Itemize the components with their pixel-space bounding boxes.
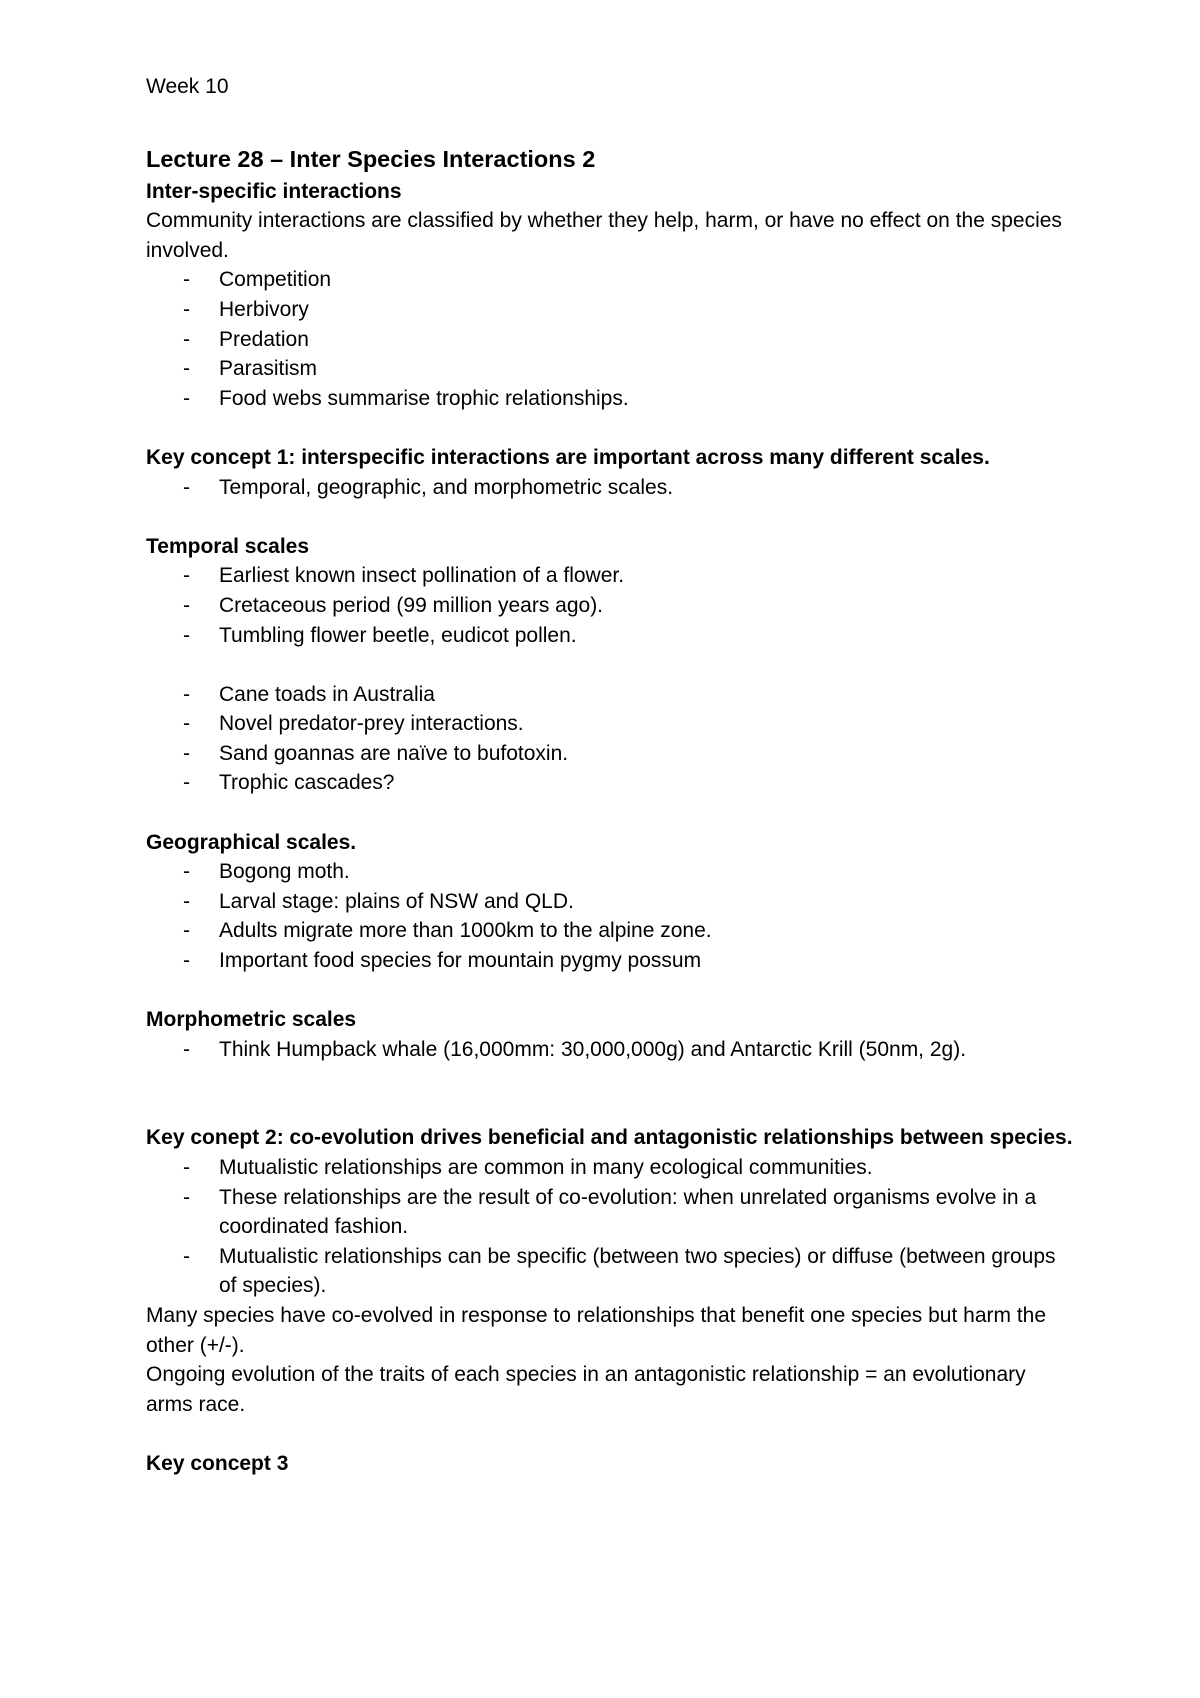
list-item (183, 1183, 1076, 1242)
list-item-text: Adults migrate more than 1000km to the alpine zone. (219, 919, 712, 943)
dash-bullet: - (183, 564, 190, 588)
geographical-list (146, 857, 1076, 975)
geographical-heading: Geographical scales. (146, 830, 357, 854)
spacer (146, 1064, 1076, 1123)
list-item-text: Mutualistic relationships can be specific (between two species) or diffuse (between groups of species). (219, 1244, 1056, 1298)
list-item (183, 739, 1076, 769)
list-item (183, 857, 1076, 887)
list-item-text: Temporal, geographic, and morphometric scales. (219, 475, 674, 499)
spacer (146, 1419, 1076, 1449)
geographical-section (146, 828, 1076, 976)
intro-list (146, 265, 1076, 413)
morphometric-heading: Morphometric scales (146, 1008, 357, 1032)
list-item (183, 265, 1076, 295)
dash-bullet: - (183, 682, 190, 706)
list-item-text: Cane toads in Australia (219, 682, 435, 706)
key-concept-2-list (146, 1153, 1076, 1301)
list-item (183, 1035, 1076, 1065)
temporal-list-b (146, 680, 1076, 798)
list-item-text: Cretaceous period (99 million years ago). (219, 593, 604, 617)
list-item-text: Novel predator-prey interactions. (219, 712, 524, 736)
list-item (183, 561, 1076, 591)
list-item-text: Parasitism (219, 357, 318, 381)
list-item-text: Competition (219, 268, 332, 292)
list-item-text: Herbivory (219, 297, 309, 321)
list-item-text: These relationships are the result of co-evolution: when unrelated organisms evolve in a coordinated fashion. (219, 1185, 1037, 1239)
dash-bullet: - (183, 386, 190, 410)
spacer (146, 413, 1076, 443)
list-item (183, 768, 1076, 798)
list-item-text: Larval stage: plains of NSW and QLD. (219, 889, 574, 913)
dash-bullet: - (183, 593, 190, 617)
key-concept-1-heading: Key concept 1: interspecific interactions are important across many different scales. (146, 445, 990, 469)
list-item (183, 473, 1076, 503)
dash-bullet: - (183, 297, 190, 321)
key-concept-2-section (146, 1123, 1076, 1419)
key-concept-1-list (146, 473, 1076, 503)
key-concept-2-heading: Key conept 2: co-evolution drives beneficial and antagonistic relationships between species. (146, 1126, 1073, 1150)
dash-bullet: - (183, 327, 190, 351)
dash-bullet: - (183, 949, 190, 973)
key-concept-1-section (146, 443, 1076, 502)
intro-heading: Inter-specific interactions (146, 179, 402, 203)
dash-bullet: - (183, 1244, 190, 1268)
key-concept-3-section (146, 1449, 1076, 1479)
spacer (146, 650, 1076, 680)
list-item-text: Trophic cascades? (219, 771, 395, 795)
dash-bullet: - (183, 889, 190, 913)
week-label: Week 10 (146, 75, 229, 98)
dash-bullet: - (183, 623, 190, 647)
key-concept-3-heading: Key concept 3 (146, 1451, 289, 1475)
list-item (183, 621, 1076, 651)
dash-bullet: - (183, 919, 190, 943)
list-item (183, 295, 1076, 325)
list-item (183, 591, 1076, 621)
spacer (146, 976, 1076, 1006)
dash-bullet: - (183, 712, 190, 736)
list-item (183, 916, 1076, 946)
dash-bullet: - (183, 1156, 190, 1179)
dash-bullet: - (183, 357, 190, 381)
morphometric-section (146, 1005, 1076, 1064)
list-item-text: Predation (219, 327, 309, 351)
dash-bullet: - (183, 1037, 190, 1061)
list-item-text: Earliest known insect pollination of a flower. (219, 564, 625, 588)
list-item-text: Think Humpback whale (16,000mm: 30,000,000g) and Antarctic Krill (50nm, 2g). (219, 1037, 967, 1061)
document-page (146, 72, 1076, 1479)
spacer (146, 798, 1076, 828)
list-item (183, 946, 1076, 976)
dash-bullet: - (183, 1185, 190, 1209)
morphometric-list (146, 1035, 1076, 1065)
list-item (183, 709, 1076, 739)
list-item (183, 384, 1076, 414)
list-item-text: Mutualistic relationships are common in many ecological communities. (219, 1156, 873, 1179)
lecture-title: Lecture 28 – Inter Species Interactions 2 (146, 145, 596, 172)
list-item-text: Sand goannas are naïve to bufotoxin. (219, 741, 569, 765)
key-concept-2-paragraph-1: Many species have co-evolved in response to relationships that benefit one species but harm the other (+/-). (146, 1303, 1047, 1357)
temporal-list-a (146, 561, 1076, 650)
list-item-text: Important food species for mountain pygmy possum (219, 949, 702, 973)
list-item (183, 354, 1076, 384)
dash-bullet: - (183, 771, 190, 795)
intro-text: Community interactions are classified by whether they help, harm, or have no effect on the species involved. (146, 209, 1062, 262)
intro-section (146, 177, 1076, 414)
list-item-text: Tumbling flower beetle, eudicot pollen. (219, 623, 577, 647)
temporal-heading: Temporal scales (146, 534, 310, 558)
list-item (183, 325, 1076, 355)
temporal-section (146, 532, 1076, 798)
spacer (146, 502, 1076, 532)
key-concept-2-paragraph-2: Ongoing evolution of the traits of each species in an antagonistic relationship = an evolutionary arms race. (146, 1363, 1026, 1416)
list-item (183, 1153, 1076, 1183)
list-item (183, 680, 1076, 710)
dash-bullet: - (183, 475, 190, 499)
list-item-text: Food webs summarise trophic relationships. (219, 386, 629, 410)
dash-bullet: - (183, 268, 190, 292)
list-item (183, 887, 1076, 917)
dash-bullet: - (183, 860, 190, 884)
list-item (183, 1242, 1076, 1301)
list-item-text: Bogong moth. (219, 860, 350, 884)
dash-bullet: - (183, 741, 190, 765)
